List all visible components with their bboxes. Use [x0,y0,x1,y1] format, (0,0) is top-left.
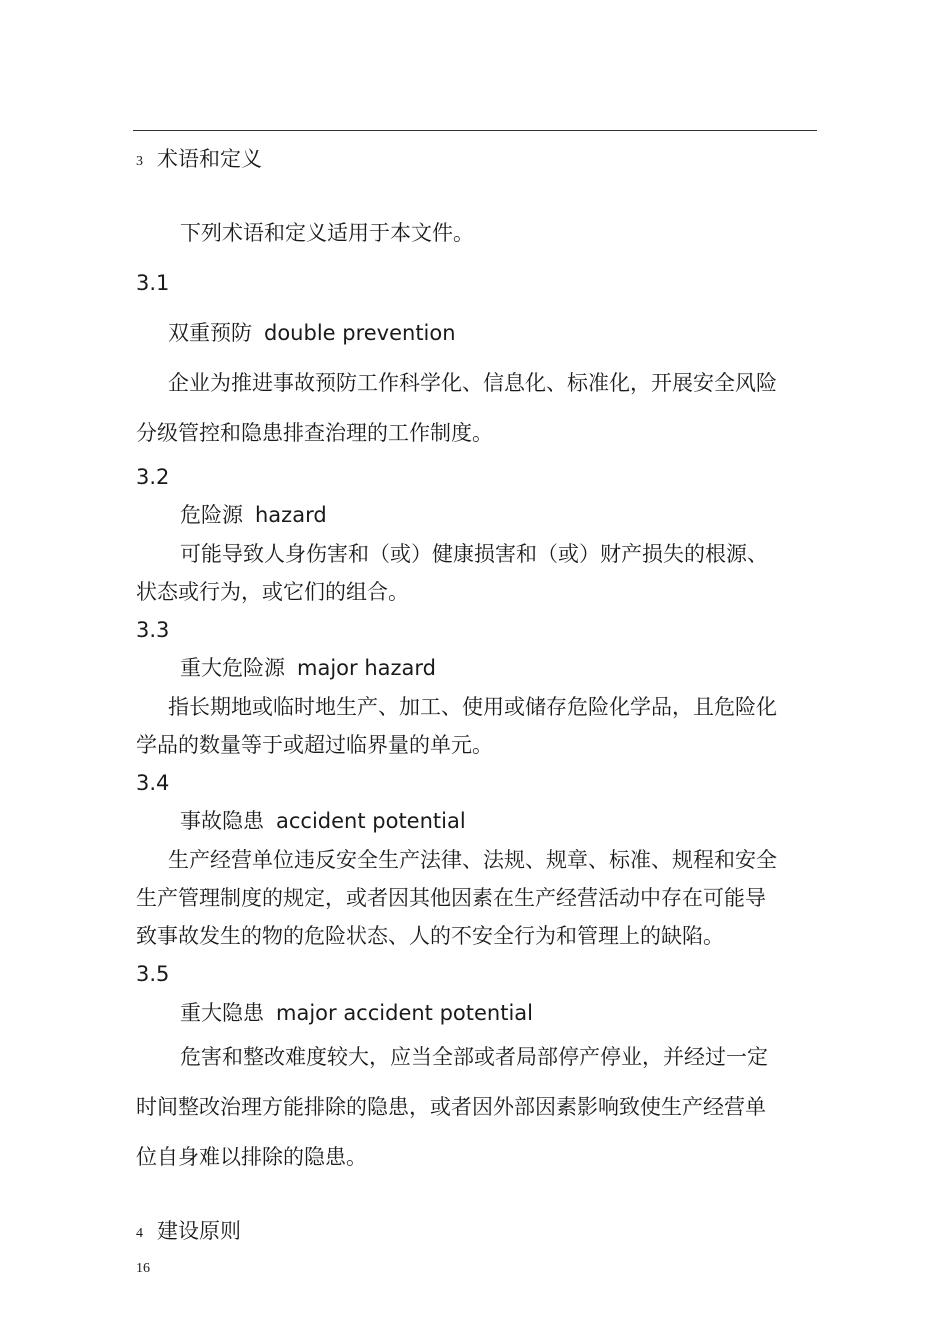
term-zh: 重大危险源 [180,656,285,680]
term-definition-line: 危害和整改难度较大，应当全部或者局部停产停业，并经过一定 [180,1045,768,1069]
term-zh: 危险源 [180,503,243,527]
term-heading [180,655,436,681]
term-definition-line: 时间整改治理方能排除的隐患，或者因外部因素影响致使生产经营单 [136,1095,766,1119]
term-number: 3.2 [136,465,170,489]
section-3-heading [136,146,262,175]
term-definition-line: 分级管控和隐患排查治理的工作制度。 [136,421,493,445]
term-zh: 重大隐患 [180,1001,264,1025]
term-zh: 双重预防 [168,321,252,345]
header-rule [133,130,817,131]
section-number: 4 [136,1226,143,1241]
term-number: 3.1 [136,271,170,295]
term-en: accident potential [276,809,466,833]
term-definition-line: 企业为推进事故预防工作科学化、信息化、标准化，开展安全风险 [168,371,777,395]
section-title: 术语和定义 [157,147,262,171]
term-heading [168,320,456,346]
term-definition-line: 可能导致人身伤害和（或）健康损害和（或）财产损失的根源、 [180,542,768,566]
term-heading [180,1000,533,1026]
term-definition-line: 致事故发生的物的危险状态、人的不安全行为和管理上的缺陷。 [136,924,724,948]
term-en: double prevention [264,321,456,345]
term-definition-line: 生产管理制度的规定，或者因其他因素在生产经营活动中存在可能导 [136,886,766,910]
term-heading [180,502,327,528]
term-number: 3.3 [136,618,170,642]
term-definition-line: 指长期地或临时地生产、加工、使用或储存危险化学品，且危险化 [168,695,777,719]
section-intro: 下列术语和定义适用于本文件。 [180,221,474,245]
term-number: 3.5 [136,962,170,986]
term-number: 3.4 [136,771,170,795]
term-definition-line: 学品的数量等于或超过临界量的单元。 [136,733,493,757]
term-heading [180,808,466,834]
term-en: hazard [255,503,327,527]
section-number: 3 [136,154,143,169]
term-zh: 事故隐患 [180,809,264,833]
term-en: major accident potential [276,1001,533,1025]
term-definition-line: 生产经营单位违反安全生产法律、法规、规章、标准、规程和安全 [168,848,777,872]
page-number: 16 [136,1261,150,1276]
section-title: 建设原则 [157,1219,241,1243]
term-en: major hazard [297,656,436,680]
term-definition-line: 位自身难以排除的隐患。 [136,1145,367,1169]
term-definition-line: 状态或行为，或它们的组合。 [136,580,409,604]
section-4-heading [136,1218,241,1247]
